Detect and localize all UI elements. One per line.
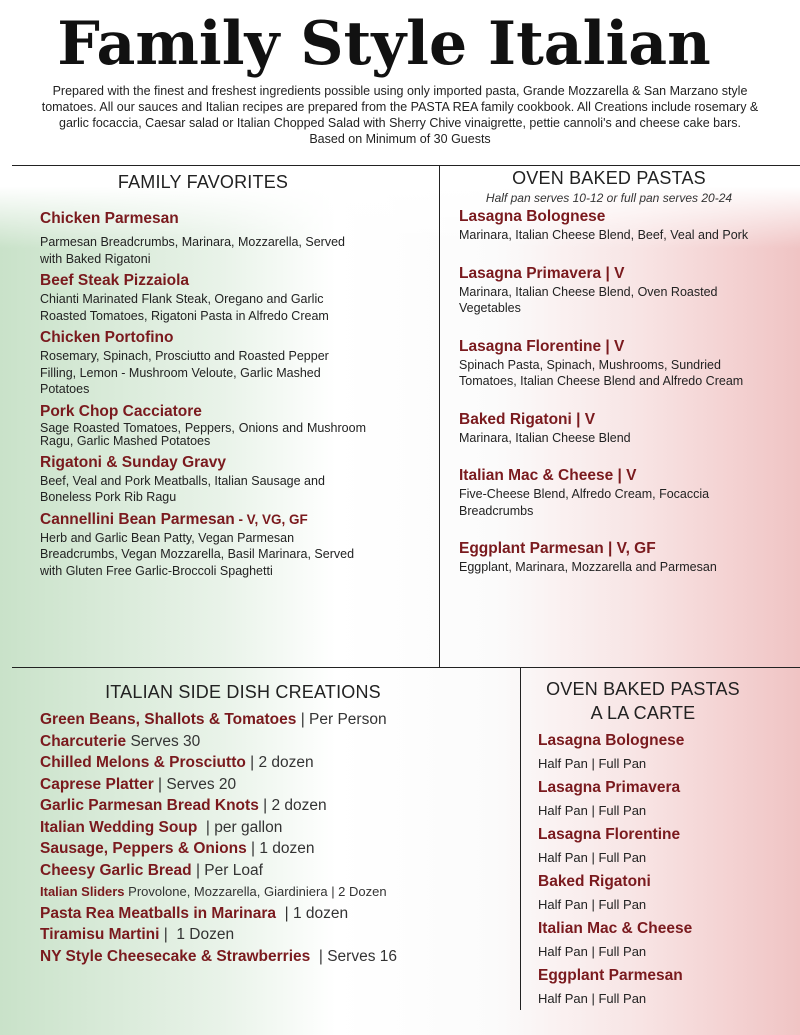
side-dishes-heading: ITALIAN SIDE DISH CREATIONS <box>105 682 381 702</box>
side-dish-detail: | 1 Dozen <box>159 926 235 943</box>
dish-name: Eggplant Parmesan <box>538 967 683 984</box>
side-dish-item <box>40 924 510 946</box>
side-dish-name: Italian Sliders <box>40 884 125 899</box>
side-dish-item <box>40 860 510 882</box>
intro-minimum-note: Based on Minimum of 30 Guests <box>309 132 491 146</box>
a-la-carte-item <box>538 870 788 917</box>
dish-name: Beef Steak Pizzaiola <box>40 272 190 289</box>
side-dish-name: Italian Wedding Soup <box>40 818 198 836</box>
dish-name: Pork Chop Cacciatore <box>40 402 202 420</box>
menu-item <box>459 539 759 576</box>
side-dish-item <box>40 709 510 731</box>
dish-name: Italian Mac & Cheese | V <box>459 467 637 484</box>
dish-description: Chianti Marinated Flank Steak, Oregano and Garlic Roasted Tomatoes, Rigatoni Pasta in Alfredo Cream <box>40 292 329 323</box>
a-la-carte-item <box>538 964 788 1011</box>
upper-column-divider <box>439 165 440 667</box>
side-dish-name: Pasta Rea Meatballs in Marinara <box>40 904 277 922</box>
side-dish-detail: Provolone, Mozzarella, Giardiniera | 2 Dozen <box>124 884 387 899</box>
dish-name: Italian Mac & Cheese <box>538 920 693 937</box>
page-title: Family Style Italian <box>57 9 711 79</box>
pan-sizes: Half Pan | Full Pan <box>538 944 647 959</box>
menu-item <box>40 328 366 398</box>
family-favorites-heading: FAMILY FAVORITES <box>117 172 289 192</box>
dish-name: Lasagna Primavera <box>538 779 681 796</box>
dish-name: Rigatoni & Sunday Gravy <box>40 453 227 471</box>
top-divider <box>12 165 800 166</box>
dish-description: Marinara, Italian Cheese Blend <box>459 430 631 445</box>
a-la-carte-heading-line1: OVEN BAKED PASTAS <box>546 679 740 699</box>
side-dish-item <box>40 817 510 839</box>
side-dishes-section <box>40 682 510 967</box>
dish-description: Spinach Pasta, Spinach, Mushrooms, Sundried Tomatoes, Italian Cheese Blend and Alfredo Cream <box>459 357 744 388</box>
side-dish-detail: | Per Person <box>296 711 387 728</box>
menu-item <box>459 466 759 519</box>
dish-description: Herb and Garlic Bean Patty, Vegan Parmesan Breadcrumbs, Vegan Mozzarella, Basil Marinara, Served with Gluten Free Garlic-Broccoli Spaghetti <box>40 530 355 578</box>
side-dish-detail: | Serves 16 <box>310 947 397 965</box>
dish-name <box>40 510 366 530</box>
side-dish-detail: | Serves 20 <box>153 775 237 793</box>
side-dish-item <box>40 838 510 860</box>
dish-description: Sage Roasted Tomatoes, Peppers, Onions and Mushroom Ragu, Garlic Mashed Potatoes <box>40 420 366 448</box>
dish-description: Beef, Veal and Pork Meatballs, Italian Sausage and Boneless Pork Rib Ragu <box>40 473 325 504</box>
side-dish-detail: | 2 dozen <box>245 754 314 771</box>
side-dish-name: Tiramisu Martini <box>40 926 160 943</box>
pan-sizes: Half Pan | Full Pan <box>538 991 647 1006</box>
oven-baked-heading: OVEN BAKED PASTAS <box>512 168 706 188</box>
side-dish-name: Cheesy Garlic Bread <box>40 861 192 879</box>
dish-description: Eggplant, Marinara, Mozzarella and Parmesan <box>459 560 717 574</box>
side-dish-detail: | Per Loaf <box>191 861 263 879</box>
side-dish-item <box>40 946 510 968</box>
oven-baked-pastas-section <box>459 168 759 596</box>
side-dish-item <box>40 903 510 925</box>
side-dish-detail: | 1 dozen <box>246 840 315 857</box>
menu-item <box>459 410 759 447</box>
family-favorites-section <box>40 172 366 583</box>
side-dish-detail: | per gallon <box>197 818 283 836</box>
dish-name: Lasagna Bolognese <box>538 732 685 749</box>
dish-name: Lasagna Primavera | V <box>459 264 625 282</box>
dish-title: Cannellini Bean Parmesan <box>40 510 235 528</box>
intro-description: Prepared with the finest and freshest ingredients possible using only imported pasta, Grande Mozzarella & San Marzano style tomatoes. All our sauces and Italian recipes are prepared from the PASTA REA family cookbook. All Creations include rosemary & garlic focaccia, Caesar salad or Italian Chopped Salad with Sherry Chive vinaigrette, pettie cannoli's and cheese cake bars. <box>41 84 759 130</box>
a-la-carte-item <box>538 917 788 964</box>
menu-item <box>40 510 366 580</box>
oven-baked-serving-note: Half pan serves 10-12 or full pan serves 20-24 <box>485 191 733 205</box>
side-dish-detail: | 2 dozen <box>258 797 327 814</box>
side-dish-name: NY Style Cheesecake & Strawberries <box>40 947 311 965</box>
a-la-carte-item <box>538 729 788 776</box>
menu-item <box>459 337 759 390</box>
menu-item <box>40 271 366 324</box>
menu-item <box>40 209 366 267</box>
dish-name: Lasagna Bolognese <box>459 208 606 225</box>
dish-name: Eggplant Parmesan | V, GF <box>459 540 656 557</box>
side-dish-item <box>40 774 510 796</box>
side-dish-item <box>40 752 510 774</box>
side-dish-name: Garlic Parmesan Bread Knots <box>40 797 259 814</box>
side-dish-item <box>40 795 510 817</box>
menu-item <box>459 264 759 317</box>
side-dish-detail: | 1 dozen <box>276 904 349 922</box>
a-la-carte-section <box>538 677 788 1011</box>
dish-description: Marinara, Italian Cheese Blend, Beef, Veal and Pork <box>459 228 749 242</box>
side-dish-item <box>40 881 510 903</box>
side-dish-name: Green Beans, Shallots & Tomatoes <box>40 711 297 728</box>
dish-name: Chicken Parmesan <box>40 210 179 227</box>
a-la-carte-item <box>538 823 788 870</box>
lower-column-divider <box>520 667 521 1010</box>
pan-sizes: Half Pan | Full Pan <box>538 897 647 912</box>
dietary-tags: - V, VG, GF <box>234 511 308 527</box>
dish-description: Rosemary, Spinach, Prosciutto and Roasted Pepper Filling, Lemon - Mushroom Veloute, Garlic Mashed Potatoes <box>40 349 329 396</box>
pan-sizes: Half Pan | Full Pan <box>538 756 647 771</box>
dish-name: Lasagna Florentine | V <box>459 337 625 355</box>
dish-name: Baked Rigatoni <box>538 873 651 890</box>
side-dish-name: Charcuterie <box>40 732 127 750</box>
intro-text <box>30 83 770 147</box>
dish-name: Chicken Portofino <box>40 329 174 346</box>
pan-sizes: Half Pan | Full Pan <box>538 850 647 865</box>
side-dish-name: Caprese Platter <box>40 775 154 793</box>
middle-divider <box>12 667 800 668</box>
dish-description: Marinara, Italian Cheese Blend, Oven Roasted Vegetables <box>459 284 718 315</box>
side-dish-name: Sausage, Peppers & Onions <box>40 840 247 857</box>
dish-name: Baked Rigatoni | V <box>459 410 596 428</box>
menu-item <box>459 207 759 244</box>
side-dish-detail: Serves 30 <box>126 732 201 750</box>
pan-sizes: Half Pan | Full Pan <box>538 803 647 818</box>
menu-item <box>40 453 366 506</box>
a-la-carte-heading-line2: A LA CARTE <box>590 703 696 723</box>
a-la-carte-item <box>538 776 788 823</box>
menu-item <box>40 402 366 449</box>
dish-name: Lasagna Florentine <box>538 826 681 843</box>
side-dish-item <box>40 731 510 753</box>
side-dish-name: Chilled Melons & Prosciutto <box>40 754 246 771</box>
dish-description: Parmesan Breadcrumbs, Marinara, Mozzarella, Served with Baked Rigatoni <box>40 235 345 266</box>
dish-description: Five-Cheese Blend, Alfredo Cream, Focaccia Breadcrumbs <box>459 487 710 518</box>
